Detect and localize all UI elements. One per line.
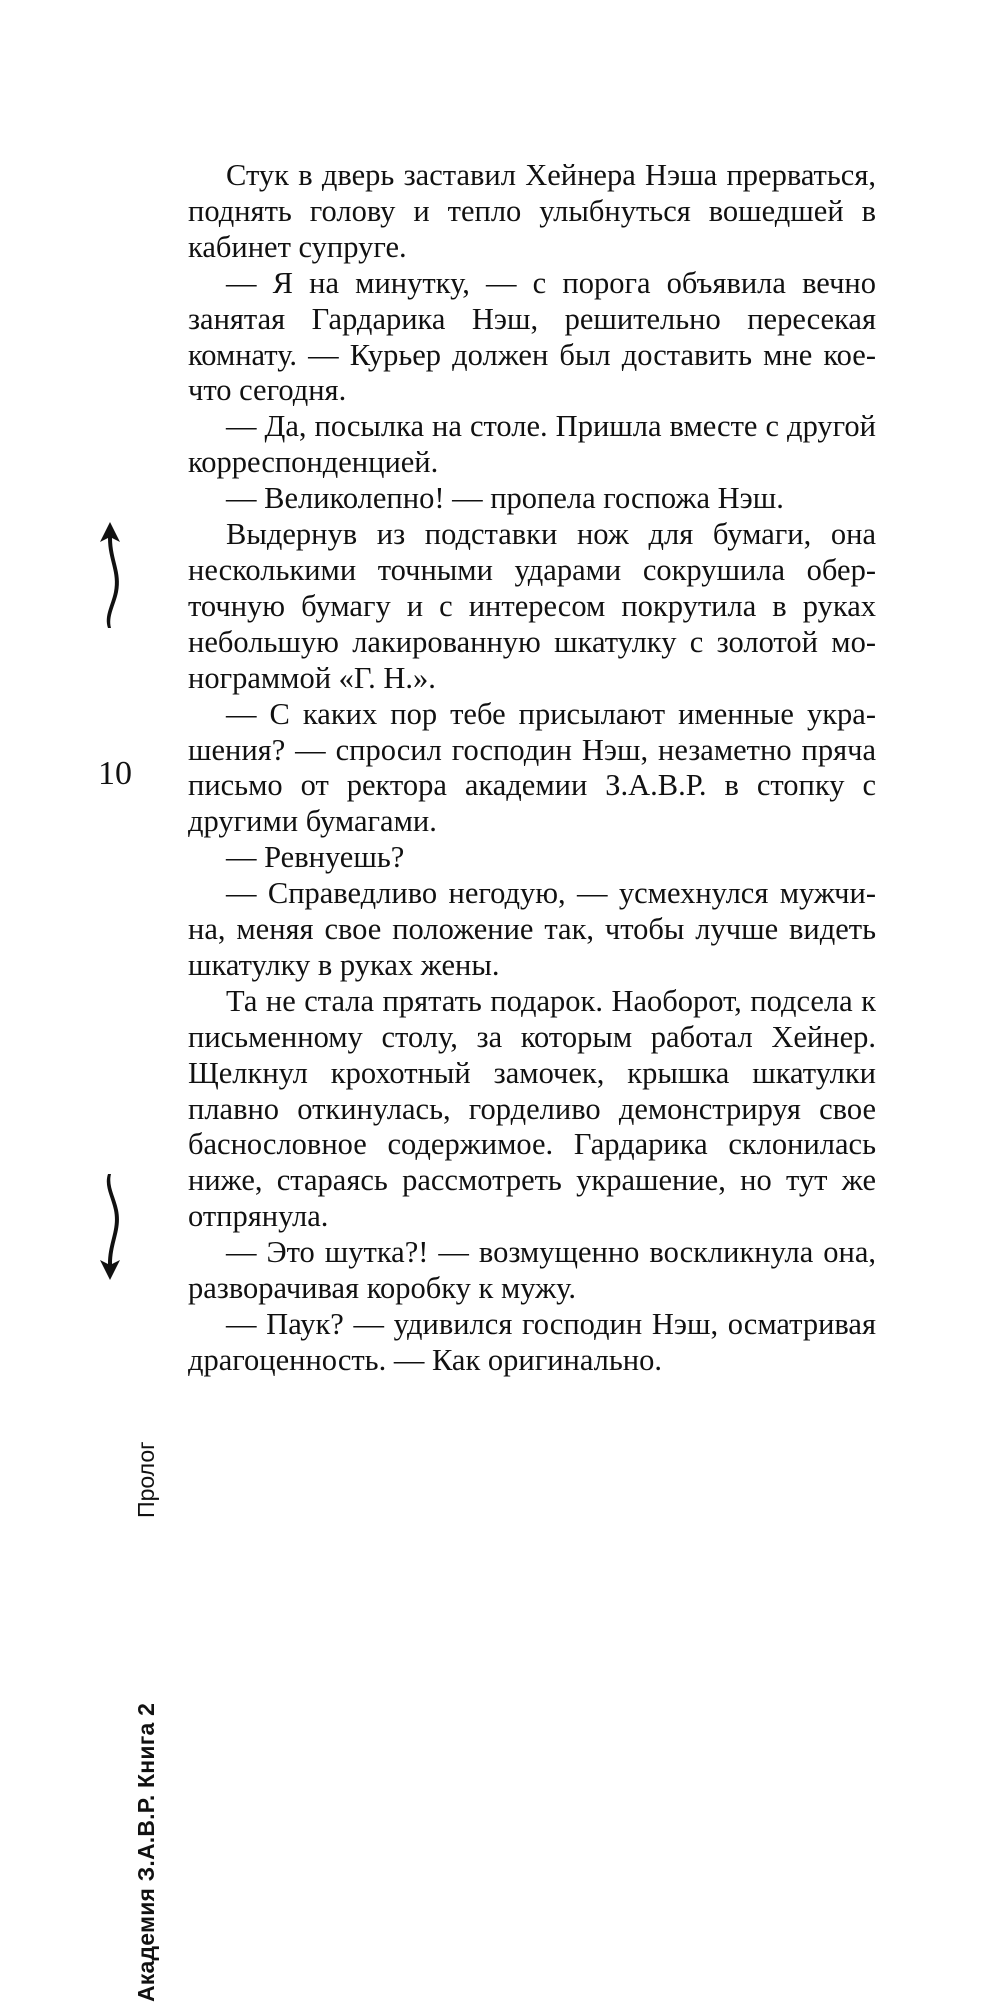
- body-text: [188, 158, 876, 1379]
- paragraph: — Справедливо негодую, — усмехнулся мужчина, меняя свое положение так, чтобы лучше видеть шкатулку в руках жены.: [188, 876, 876, 982]
- paragraph: — Да, посылка на столе. Пришла вместе с другой корреспонденцией.: [188, 409, 876, 480]
- paragraph: — Это шутка?! — возмущенно воскликнула она, разворачивая коробку к мужу.: [188, 1235, 876, 1306]
- paragraph: — Паук? — удивился господин Нэш, осматривая драгоценность. — Как оригинально.: [188, 1307, 876, 1377]
- swash-arrow-down-icon: [92, 1172, 128, 1282]
- paragraph: — Ревнуешь?: [226, 840, 405, 875]
- page-number: 10: [98, 755, 132, 792]
- paragraph: — Я на минутку, — с порога объявила вечно занятая Гардарика Нэш, решительно пересекая комнату. — Курьер должен был доставить мне коечто сегодня.: [188, 265, 876, 408]
- paragraph: Стук в дверь заставил Хейнера Нэша прерваться, поднять голову и тепло улыбнуться вошедшей в кабинет супруге.: [188, 158, 876, 264]
- paragraph: Та не стала прятать подарок. Наоборот, подсела к письменному столу, за которым работал Хейнер. Щелкнул крохотный замочек, крышка шкатулки плавно откинулась, горделиво демонстрируя свое баснословное содержимое. Гардарика склонилась ниже, стараясь рассмотреть украшение, но тут же отпрянула.: [188, 983, 876, 1234]
- paragraph: — Великолепно! — пропела госпожа Нэш.: [226, 481, 784, 516]
- paragraph: — С каких пор тебе присылают именные украшения? — спросил господин Нэш, незаметно пряча письмо от ректора академии З.А.В.Р. в стопку с другими бумагами.: [188, 696, 876, 839]
- chapter-title: Пролог: [132, 1441, 159, 1518]
- paragraph: Выдернув из подставки нож для бумаги, она несколькими точными ударами сокрушила оберточную бумагу и с интересом покрутила в руках небольшую лакированную шкатулку с золотой монограммой «Г. Н.».: [188, 517, 876, 695]
- book-title: Академия З.А.В.Р. Книга 2: [132, 1702, 159, 2002]
